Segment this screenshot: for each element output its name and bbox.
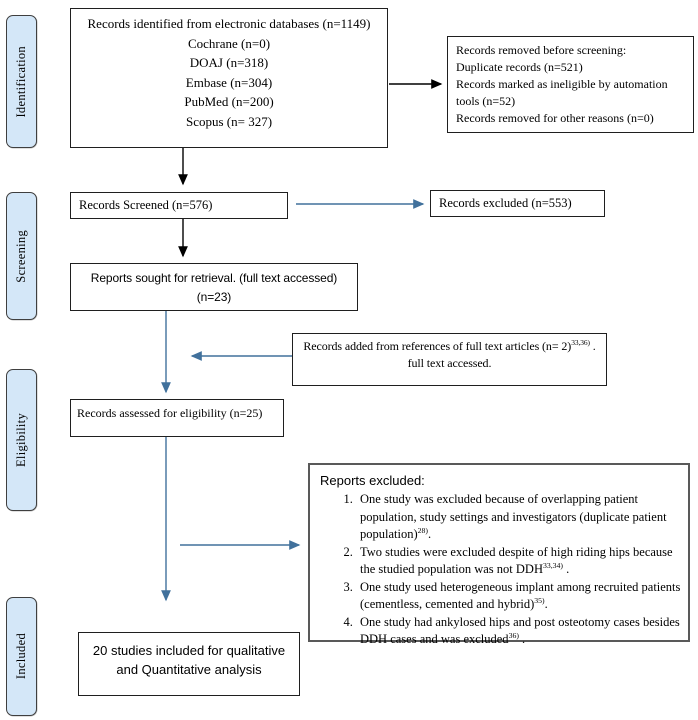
source-scopus: Scopus (n= 327) xyxy=(185,113,273,129)
studies-included-line2: and Quantitative analysis xyxy=(116,661,262,677)
records-removed-box xyxy=(447,36,694,133)
excluded-reason-1-text: One study was excluded because of overlapping patient population, study settings and investigators (duplicate patient population) xyxy=(360,492,667,541)
source-embase: Embase (n=304) xyxy=(185,74,273,90)
reports-excluded-title: Reports excluded: xyxy=(320,473,425,488)
records-added-citation: 33,36) xyxy=(571,338,590,347)
records-screened-text: Records Screened (n=576) xyxy=(79,198,213,212)
records-assessed-text: Records assessed for eligibility (n=25) xyxy=(77,406,263,420)
excluded-reason-4-period: . xyxy=(518,632,526,646)
reports-sought-line1: Reports sought for retrieval. (full text accessed) xyxy=(90,271,338,285)
records-identified-title: Records identified from electronic databases (n=1149) xyxy=(87,16,371,31)
records-removed-title: Records removed before screening: xyxy=(456,43,627,57)
records-screened-box xyxy=(70,192,288,219)
excluded-reason-2-text: Two studies were excluded despite of high riding hips because the studied population was not DDH xyxy=(360,544,673,576)
excluded-reason-3-citation: 35) xyxy=(534,595,545,605)
stage-included xyxy=(6,597,37,716)
excluded-reason-1-period: . xyxy=(427,527,432,541)
excluded-reason-3-period: . xyxy=(544,597,548,611)
excluded-reason-2-period: . xyxy=(563,562,570,576)
records-added-period: . xyxy=(589,339,596,353)
excluded-reason-2 xyxy=(356,544,688,579)
stage-eligibility xyxy=(6,369,37,511)
records-added-line1 xyxy=(293,338,606,355)
excluded-reason-2-citation: 33,34) xyxy=(542,560,563,570)
removed-other: Records removed for other reasons (n=0) xyxy=(456,111,654,126)
excluded-reason-3 xyxy=(356,579,688,614)
removed-automation: Records marked as ineligible by automation tools (n=52) xyxy=(456,77,668,109)
excluded-reason-1-citation: 28) xyxy=(417,525,428,535)
removed-duplicates: Duplicate records (n=521) xyxy=(456,60,583,75)
records-added-box xyxy=(292,333,607,386)
reports-sought-count: (n=23) xyxy=(196,289,232,304)
excluded-reason-4 xyxy=(356,614,688,649)
excluded-reason-1 xyxy=(356,491,688,544)
reports-excluded-box xyxy=(308,463,690,646)
source-pubmed: PubMed (n=200) xyxy=(184,94,274,109)
stage-included-label: Included xyxy=(14,633,28,680)
stage-identification-label: Identification xyxy=(14,45,28,118)
reports-sought-box xyxy=(70,263,358,311)
source-doaj: DOAJ (n=318) xyxy=(189,55,269,70)
stage-identification xyxy=(6,15,37,148)
records-assessed-box xyxy=(70,399,284,437)
excluded-reason-4-text: One study had ankylosed hips and post osteotomy cases besides DDH cases and was excluded xyxy=(360,614,680,646)
stage-screening-label: Screening xyxy=(14,229,28,283)
source-cochrane: Cochrane (n=0) xyxy=(187,35,271,51)
stage-screening xyxy=(6,192,37,320)
records-added-line2: full text accessed. xyxy=(407,355,492,370)
excluded-reason-3-text: One study used heterogeneous implant among recruited patients (cementless, cemented and hybrid) xyxy=(360,579,681,611)
excluded-reason-4-citation: 36) xyxy=(508,630,519,640)
records-identified-box xyxy=(70,8,388,148)
excluded-reasons-list xyxy=(310,491,688,649)
records-excluded-box xyxy=(430,190,605,217)
records-excluded-text: Records excluded (n=553) xyxy=(439,196,572,210)
studies-included-line1: 20 studies included for qualitative xyxy=(92,643,286,658)
studies-included-box xyxy=(78,632,300,696)
records-added-text: Records added from references of full text articles (n= 2) xyxy=(303,339,572,353)
stage-eligibility-label: Eligibility xyxy=(14,413,28,467)
